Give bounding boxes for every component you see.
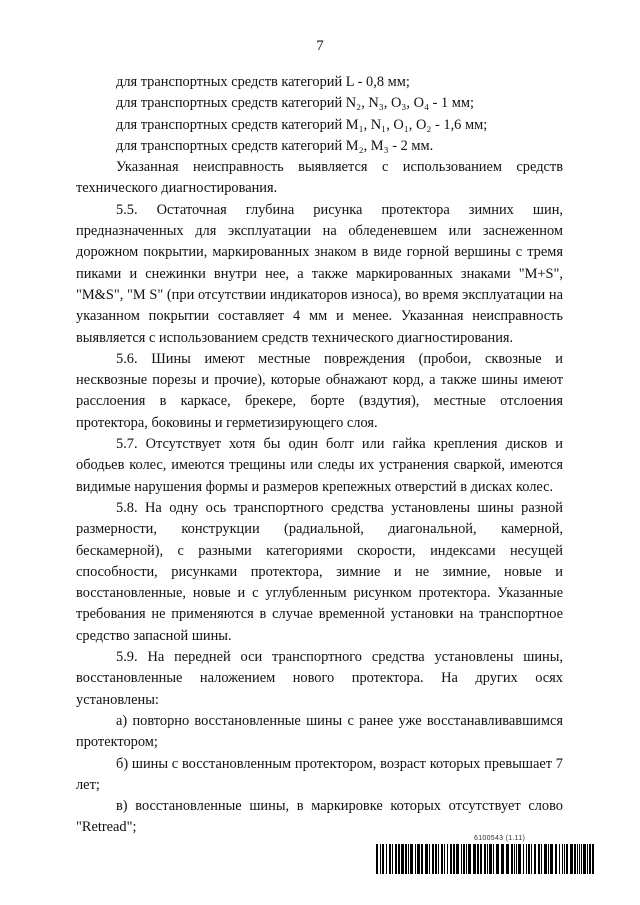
- paragraph: 5.8. На одну ось транспортного средства установлены шины разной размерности, конструкции (радиальной, диагональной, камерной, бескамерной), с разными категориями скорости, индексами несущей способности, рисунками протектора, зимние и не зимние, новые и восстановленные, новые и с углубленным рисунком протектора. Указанные требования не применяются в случае временной установки на транспортное средство запасной шины.: [76, 499, 563, 644]
- paragraph: 5.6. Шины имеют местные повреждения (пробои, сквозные и несквозные порезы и прочие), которые обнажают корд, а также шины имеют расслоения в каркасе, брекере, борте (вздутия), местные отслоения протектора, боковины и герметизирующего слоя.: [76, 350, 563, 431]
- paragraph: 5.5. Остаточная глубина рисунка протектора зимних шин, предназначенных для эксплуатации на обледеневшем или заснеженном дорожном покрытии, маркированных знаком в виде горной вершины с тремя пиками и снежинки внутри нее, а также маркированных знаками "M+S", "M&S", "M S" (при отсутствии индикаторов износа), во время эксплуатации на указанном покрытии составляет 4 мм и менее. Указанная неисправность выявляется с использованием средств технического диагностирования.: [76, 201, 563, 346]
- text-line: для транспортных средств категорий M₂, M₃ - 2 мм.: [116, 137, 434, 154]
- paragraph: 5.9. На передней оси транспортного средства установлены шины, восстановленные наложением нового протектора. На других осях установлены:: [76, 649, 563, 708]
- paragraph: б) шины с восстановленным протектором, возраст которых превышает 7 лет;: [76, 755, 563, 793]
- text-line: для транспортных средств категорий L - 0,8 мм;: [116, 74, 410, 90]
- paragraph: а) повторно восстановленные шины с ранее уже восстанавливавшимся протектором;: [76, 712, 563, 751]
- text-line: для транспортных средств категорий M₁, N₁, O₁, O₂ - 1,6 мм;: [116, 116, 488, 133]
- paragraph: 5.7. Отсутствует хотя бы один болт или гайка крепления дисков и ободьев колес, имеются трещины или следы их устранения сваркой, имеются видимые нарушения формы и размеров крепежных отверстий в дисках колес.: [76, 436, 563, 495]
- paragraph: в) восстановленные шины, в маркировке которых отсутствует слово "Retread";: [76, 798, 563, 836]
- document-body: [76, 72, 563, 839]
- text-line: для транспортных средств категорий N₂, N₃, O₃, O₄ - 1 мм;: [116, 95, 474, 112]
- document-code: 6100543 (1.11): [474, 835, 526, 842]
- page-number: 7: [316, 38, 324, 54]
- barcode-icon: [376, 844, 596, 874]
- paragraph: Указанная неисправность выявляется с использованием средств технического диагностирования.: [76, 159, 563, 197]
